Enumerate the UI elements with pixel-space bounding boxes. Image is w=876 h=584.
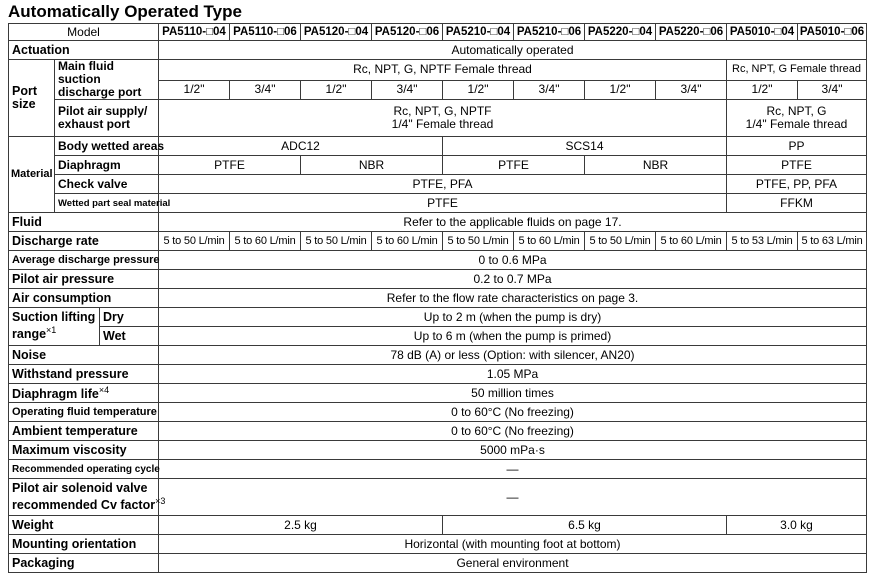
- port-size-cell: 1/2": [585, 80, 656, 99]
- row-label-mounting: Mounting orientation: [9, 535, 159, 554]
- row-label-operating-cycle: Recommended operating cycle: [9, 460, 159, 479]
- op-temp-value: 0 to 60°C (No freezing): [159, 403, 867, 422]
- spec-table: [8, 23, 867, 573]
- material-value: SCS14: [443, 137, 727, 156]
- discharge-cell: 5 to 60 L/min: [656, 232, 727, 251]
- material-value: PTFE: [443, 156, 585, 175]
- port-size-cell: 1/2": [301, 80, 372, 99]
- fluid-value: Refer to the applicable fluids on page 17.: [159, 213, 867, 232]
- footnote-mark: ×1: [46, 325, 57, 336]
- operating-cycle-value: —: [159, 460, 867, 479]
- solenoid-label-line: Pilot air solenoid valve: [12, 480, 148, 495]
- pilot-port-label: Pilot air supply/ exhaust port: [55, 100, 159, 137]
- suction-label-line: range: [12, 327, 47, 342]
- table-row: [9, 365, 867, 384]
- material-value: PTFE, PFA: [159, 175, 727, 194]
- main-thread-value: Rc, NPT, G, NPTF Female thread: [159, 60, 727, 81]
- material-value: PTFE: [159, 194, 727, 213]
- row-label-suction-lifting: [9, 308, 100, 346]
- model-label: Model: [9, 24, 159, 41]
- row-label-withstand: Withstand pressure: [9, 365, 159, 384]
- model-cell: PA5210-□04: [443, 24, 514, 41]
- row-label-avg-pressure: Average discharge pressure: [9, 251, 159, 270]
- table-row: [9, 100, 867, 137]
- table-row: [9, 479, 867, 516]
- pilot-port-line: Rc, NPT, G: [766, 104, 827, 118]
- table-row: [9, 422, 867, 441]
- dry-value: Up to 2 m (when the pump is dry): [159, 308, 867, 327]
- seal-material-label: Wetted part seal material: [55, 194, 159, 213]
- table-row: [9, 516, 867, 535]
- solenoid-label-line: recommended Cv factor: [12, 498, 156, 513]
- main-port-label: Main fluid suction discharge port: [55, 60, 159, 100]
- table-row: [9, 137, 867, 156]
- table-row: [9, 194, 867, 213]
- table-row: [9, 346, 867, 365]
- pilot-port-line: 1/4" Female thread: [745, 117, 848, 131]
- discharge-cell: 5 to 60 L/min: [514, 232, 585, 251]
- row-label-solenoid-cv: [9, 479, 166, 516]
- check-valve-label: Check valve: [55, 175, 159, 194]
- model-cell: PA5110-□06: [230, 24, 301, 41]
- discharge-cell: 5 to 60 L/min: [230, 232, 301, 251]
- row-label-op-temp: Operating fluid temperature: [9, 403, 159, 422]
- discharge-cell: 5 to 50 L/min: [443, 232, 514, 251]
- table-row: [9, 308, 867, 327]
- model-cell: PA5210-□06: [514, 24, 585, 41]
- model-cell: PA5110-□04: [159, 24, 230, 41]
- discharge-cell: 5 to 50 L/min: [301, 232, 372, 251]
- row-label-noise: Noise: [9, 346, 159, 365]
- table-row: [9, 441, 867, 460]
- viscosity-value: 5000 mPa·s: [159, 441, 867, 460]
- footnote-mark: ×3: [155, 495, 166, 506]
- table-row: [9, 384, 867, 403]
- pilot-port-value: [159, 100, 727, 137]
- port-size-cell: 1/2": [443, 80, 514, 99]
- port-size-cell: 1/2": [159, 80, 230, 99]
- discharge-cell: 5 to 60 L/min: [372, 232, 443, 251]
- diaphragm-label: Diaphragm: [55, 156, 159, 175]
- port-size-cell: 3/4": [372, 80, 443, 99]
- solenoid-cv-value: —: [159, 479, 867, 516]
- table-row: [9, 327, 867, 346]
- model-cell: PA5010-□04: [727, 24, 798, 41]
- row-label-ambient-temp: Ambient temperature: [9, 422, 159, 441]
- material-value: ADC12: [159, 137, 443, 156]
- material-value: PTFE: [727, 156, 867, 175]
- noise-value: 78 dB (A) or less (Option: with silencer, AN20): [159, 346, 867, 365]
- air-consumption-value: Refer to the flow rate characteristics on page 3.: [159, 289, 867, 308]
- weight-value: 3.0 kg: [727, 516, 867, 535]
- row-label-discharge-rate: Discharge rate: [9, 232, 159, 251]
- page-title: Automatically Operated Type: [8, 2, 242, 21]
- ambient-temp-value: 0 to 60°C (No freezing): [159, 422, 867, 441]
- model-cell: PA5220-□06: [656, 24, 727, 41]
- table-row: [9, 554, 867, 573]
- table-row: [9, 460, 867, 479]
- table-row: [9, 403, 867, 422]
- body-wetted-label: Body wetted areas: [55, 137, 159, 156]
- material-value: PP: [727, 137, 867, 156]
- row-label-viscosity: Maximum viscosity: [9, 441, 159, 460]
- row-label-actuation: Actuation: [9, 41, 159, 60]
- suction-label-line: Suction lifting: [12, 310, 96, 325]
- table-row: [9, 289, 867, 308]
- model-cell: PA5010-□06: [798, 24, 867, 41]
- wet-value: Up to 6 m (when the pump is primed): [159, 327, 867, 346]
- table-row: [9, 270, 867, 289]
- port-size-cell: 3/4": [230, 80, 301, 99]
- port-label-line: Port: [12, 84, 37, 98]
- model-cell: PA5120-□06: [372, 24, 443, 41]
- pilot-port-line: Rc, NPT, G, NPTF: [393, 104, 492, 118]
- table-row: [9, 175, 867, 194]
- pilot-port-line: 1/4" Female thread: [391, 117, 494, 131]
- weight-value: 2.5 kg: [159, 516, 443, 535]
- withstand-value: 1.05 MPa: [159, 365, 867, 384]
- avg-pressure-value: 0 to 0.6 MPa: [159, 251, 867, 270]
- row-label-material: Material: [9, 137, 55, 213]
- wet-label: Wet: [100, 327, 159, 346]
- footnote-mark: ×4: [98, 385, 110, 396]
- pilot-pressure-value: 0.2 to 0.7 MPa: [159, 270, 867, 289]
- table-row: [9, 232, 867, 251]
- port-label-line: size: [12, 97, 36, 111]
- port-size-cell: 3/4": [656, 80, 727, 99]
- discharge-cell: 5 to 53 L/min: [727, 232, 798, 251]
- main-thread-pp-value: Rc, NPT, G Female thread: [727, 60, 867, 81]
- row-label-port-size: [9, 60, 55, 137]
- diaphragm-life-label: Diaphragm life: [12, 387, 99, 402]
- mounting-value: Horizontal (with mounting foot at bottom): [159, 535, 867, 554]
- port-size-cell: 3/4": [514, 80, 585, 99]
- row-label-packaging: Packaging: [9, 554, 159, 573]
- row-label-diaphragm-life: [9, 384, 159, 403]
- pilot-port-pp-value: [727, 100, 867, 137]
- material-value: PTFE: [159, 156, 301, 175]
- port-size-cell: 3/4": [798, 80, 867, 99]
- actuation-value: Automatically operated: [159, 41, 867, 60]
- row-label-air-consumption: Air consumption: [9, 289, 159, 308]
- material-value: NBR: [301, 156, 443, 175]
- row-label-pilot-pressure: Pilot air pressure: [9, 270, 159, 289]
- material-value: NBR: [585, 156, 727, 175]
- table-row: [9, 41, 867, 60]
- table-row: [9, 213, 867, 232]
- material-value: PTFE, PP, PFA: [727, 175, 867, 194]
- table-header-row: [9, 24, 867, 41]
- discharge-cell: 5 to 63 L/min: [798, 232, 867, 251]
- packaging-value: General environment: [159, 554, 867, 573]
- diaphragm-life-value: 50 million times: [159, 384, 867, 403]
- port-size-cell: 1/2": [727, 80, 798, 99]
- row-label-weight: Weight: [9, 516, 159, 535]
- discharge-cell: 5 to 50 L/min: [585, 232, 656, 251]
- model-cell: PA5120-□04: [301, 24, 372, 41]
- dry-label: Dry: [100, 308, 159, 327]
- model-cell: PA5220-□04: [585, 24, 656, 41]
- table-row: [9, 60, 867, 81]
- table-row: [9, 251, 867, 270]
- material-value: FFKM: [727, 194, 867, 213]
- discharge-cell: 5 to 50 L/min: [159, 232, 230, 251]
- weight-value: 6.5 kg: [443, 516, 727, 535]
- row-label-fluid: Fluid: [9, 213, 159, 232]
- table-row: [9, 156, 867, 175]
- table-row: [9, 535, 867, 554]
